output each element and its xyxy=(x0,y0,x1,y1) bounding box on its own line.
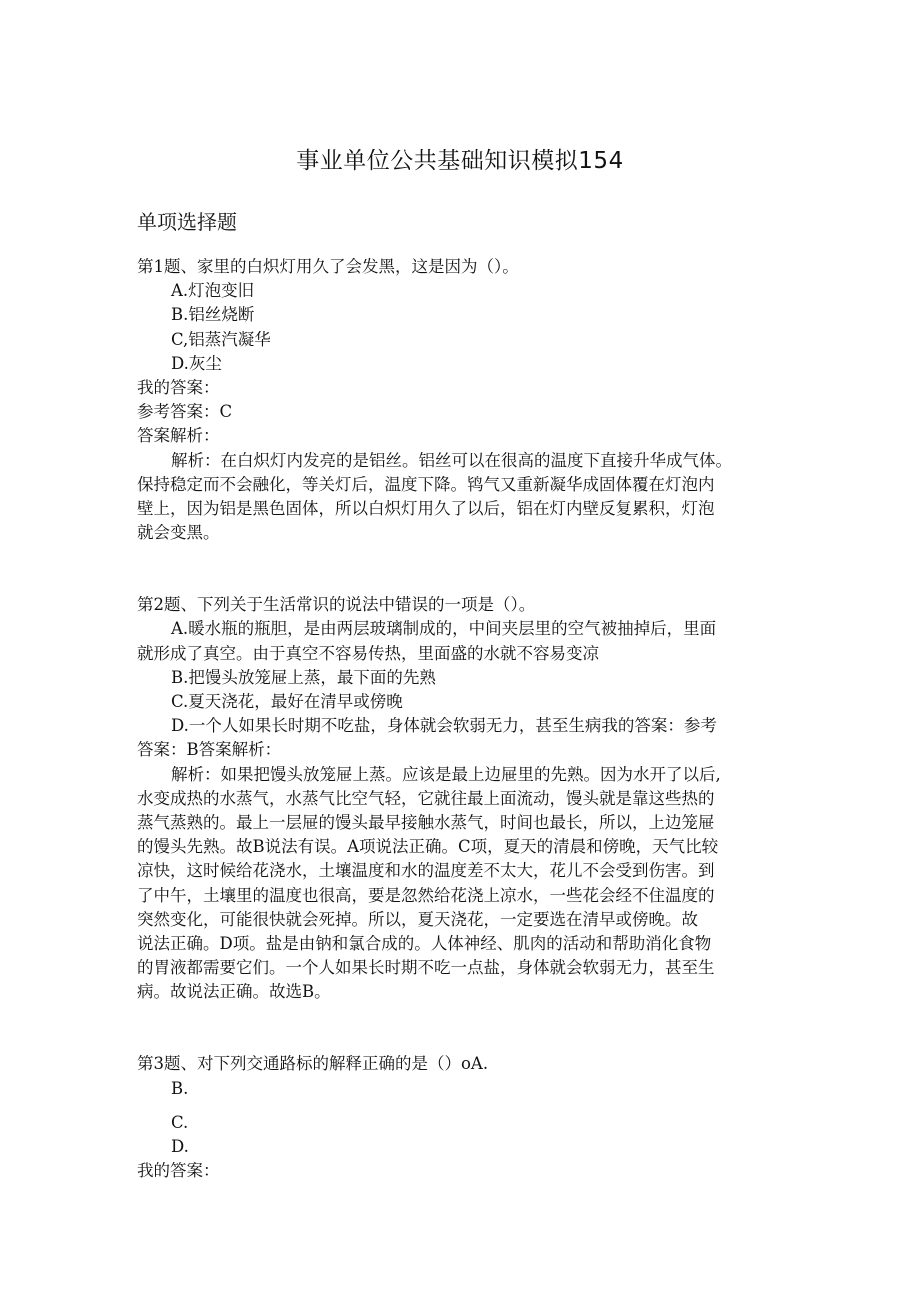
q2-analysis-line: 解析：如果把馒头放笼屉上蒸。应该是最上边屉里的先熟。因为水开了以后, xyxy=(171,764,721,784)
q2-question: 第2题、下列关于生活常识的说法中错误的一项是（）。 xyxy=(137,595,536,615)
q1-analysis-line: 就会变黑。 xyxy=(137,523,220,543)
q3-my-answer: 我的答案： xyxy=(137,1161,220,1181)
q2-analysis-line: 了中午，土壤里的温度也很高，要是忽然给花浇上凉水，一些花会经不住温度的 xyxy=(137,885,715,905)
q1-option-a: A.灯泡变旧 xyxy=(171,281,255,301)
q1-analysis-line: 壁上，因为铝是黑色固体，所以白炽灯用久了以后，铝在灯内壁反复累积，灯泡 xyxy=(137,498,715,518)
q2-analysis-line: 凉快，这时候给花浇水，土壤温度和水的温度差不太大，花儿不会受到伤害。到 xyxy=(137,861,715,881)
q2-option-d: D.一个人如果长时期不吃盐，身体就会软弱无力，甚至生病我的答案：参考 xyxy=(171,716,717,736)
q2-analysis-line: 蒸气蒸熟的。最上一层屉的馒头最早接触水蒸气，时间也最长，所以，上边笼屉 xyxy=(137,812,715,832)
q1-reference-answer: 参考答案：C xyxy=(137,402,233,422)
q2-option-c: C.夏天浇花，最好在清早或傍晚 xyxy=(171,692,403,711)
section-heading: 单项选择题 xyxy=(137,210,237,234)
q1-my-answer: 我的答案： xyxy=(137,377,220,397)
q2-analysis-line: 水变成热的水蒸气，水蒸气比空气轻，它就往最上面流动，馒头就是靠这些热的 xyxy=(137,788,715,808)
question-list xyxy=(137,255,787,1183)
page-title: 事业单位公共基础知识模拟154 xyxy=(296,148,624,174)
q3-option-b: B. xyxy=(171,1078,189,1098)
q1-analysis-line: 保持稳定而不会融化，等关灯后，温度下降。鸨气又重新凝华成固体覆在灯泡内 xyxy=(137,474,715,494)
q1-option-d: D.灰尘 xyxy=(171,353,222,373)
q1-option-c: C,铝蒸汽凝华 xyxy=(171,329,271,349)
q1-question: 第1题、家里的白炽灯用久了会发黑，这是因为（）。 xyxy=(137,257,519,276)
q2-option-a: A.暖水瓶的瓶胆，是由两层玻璃制成的，中间夹层里的空气被抽掉后，里面 xyxy=(171,619,717,639)
q2-option-b: B.把馒头放笼屉上蒸，最下面的先熟 xyxy=(171,667,436,687)
q1-option-b: B.铝丝烧断 xyxy=(171,305,255,325)
q2-analysis-line: 突然变化，可能很快就会死掉。所以，夏天浇花，一定要选在清早或傍晚。故 xyxy=(137,909,698,929)
q1-analysis-label: 答案解析： xyxy=(137,426,220,446)
q3-option-d: D. xyxy=(171,1137,189,1156)
q2-option-d-cont: 答案：B答案解析： xyxy=(137,740,282,760)
q2-analysis-line: 的胃液都需要它们。一个人如果长时期不吃一点盐，身体就会软弱无力，甚至生 xyxy=(137,958,715,978)
q2-analysis-line: 说法正确。D项。盐是由钠和氯合成的。人体神经、肌肉的活动和帮助消化食物 xyxy=(137,933,712,953)
q2-analysis-line: 病。故说法正确。故选B。 xyxy=(137,982,331,1002)
q2-analysis-line: 的馒头先熟。故B说法有误。A项说法正确。C项，夏天的清晨和傍晚，天气比较 xyxy=(137,837,719,857)
q3-option-c: C. xyxy=(171,1112,189,1132)
q1-analysis-line: 解析：在白炽灯内发亮的是铝丝。铝丝可以在很高的温度下直接升华成气体。 xyxy=(171,450,732,470)
q3-question: 第3题、对下列交通路标的解释正确的是（）oA. xyxy=(137,1054,489,1074)
q2-option-a-cont: 就形成了真空。由于真空不容易传热，里面盛的水就不容易变凉 xyxy=(137,643,599,663)
